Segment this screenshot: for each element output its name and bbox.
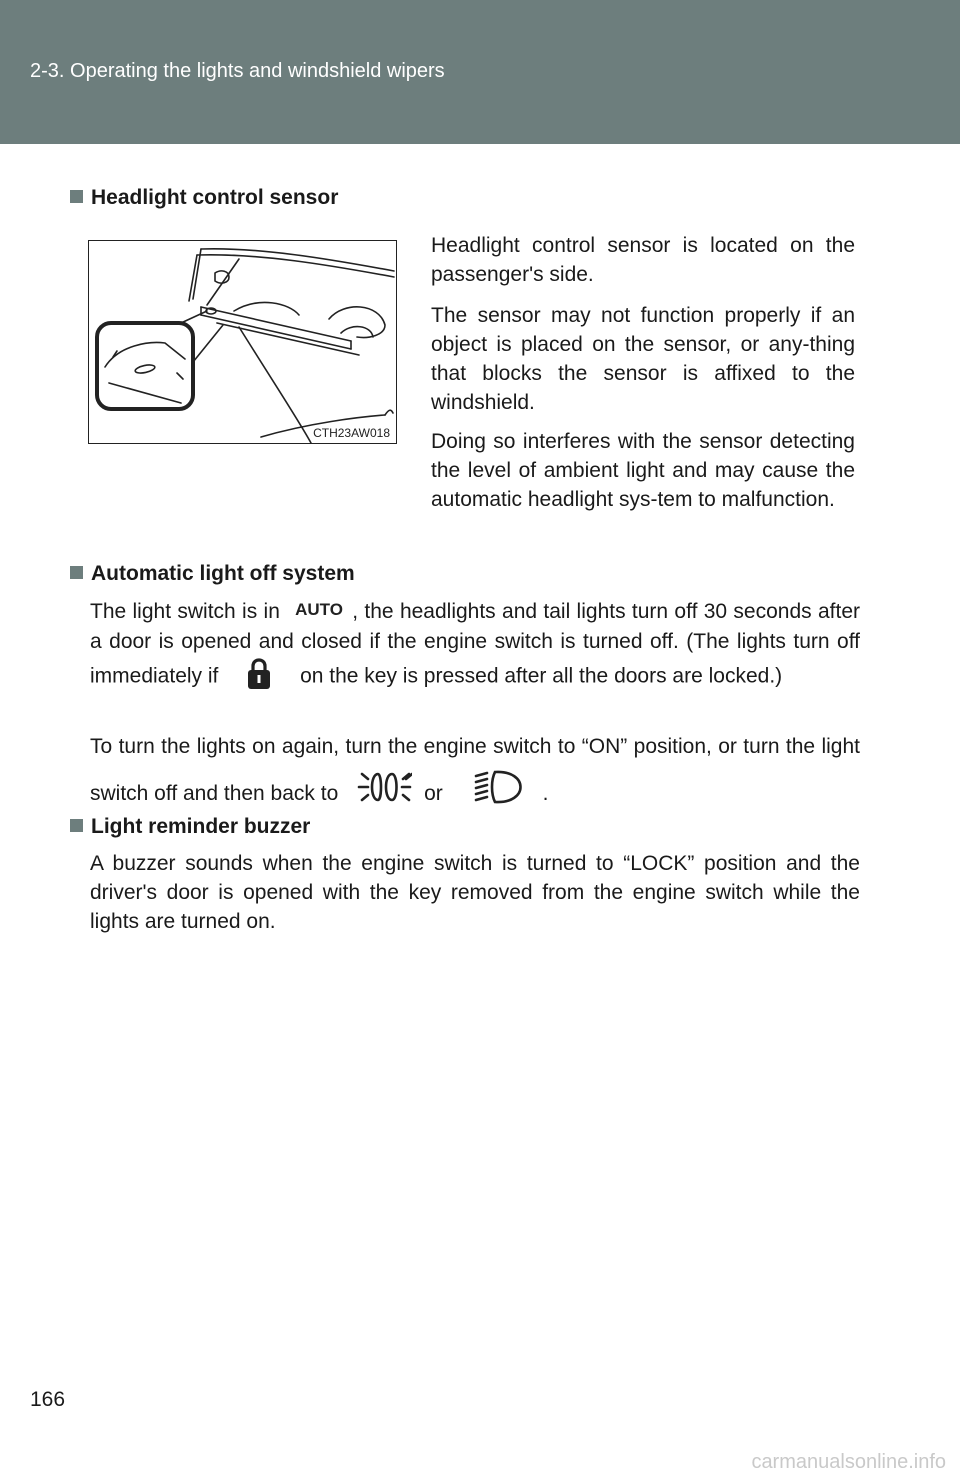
auto-off-paragraph-1 xyxy=(90,597,860,698)
sensor-paragraph-1: Headlight control sensor is located on the passenger's side. xyxy=(431,234,855,286)
auto-off-p2-end: . xyxy=(542,782,549,806)
sensor-paragraph-3: Doing so interferes with the sensor detecting the level of ambient light and may cause the automatic headlight sys-tem to malfunction. xyxy=(431,430,855,511)
low-beam-headlight-icon xyxy=(473,768,525,821)
headlight-beam-icon xyxy=(356,768,412,821)
auto-off-p1-c: on the key is pressed after all the doors are locked.) xyxy=(300,664,783,688)
section-heading-buzzer-text: Light reminder buzzer xyxy=(91,815,311,838)
auto-off-p1-a: The light switch is in xyxy=(90,600,280,623)
auto-off-p2-or: or xyxy=(424,782,443,806)
section-heading-buzzer xyxy=(70,815,310,839)
figure-code: CTH23AW018 xyxy=(313,426,390,440)
square-bullet-icon xyxy=(70,819,83,832)
auto-switch-icon xyxy=(286,598,352,627)
sensor-illustration xyxy=(88,240,397,444)
lock-icon xyxy=(246,656,272,698)
auto-switch-icon-label: AUTO xyxy=(295,599,344,619)
square-bullet-icon xyxy=(70,190,83,203)
sensor-paragraph-2: The sensor may not function properly if an object is placed on the sensor, or any-thing that blocks the sensor is affixed to the windshield. xyxy=(431,304,855,414)
windshield-sensor-drawing xyxy=(89,241,396,443)
section-heading-sensor xyxy=(70,186,338,210)
auto-off-p1-b: , the headlights and tail lights turn off 30 seconds after a door is opened and closed if the engine switch is turned off. (The lights turn off immediately if xyxy=(90,600,860,688)
section-heading-auto-off xyxy=(70,562,355,586)
buzzer-paragraph: A buzzer sounds when the engine switch is turned to “LOCK” position and the driver's door is opened with the key removed from the engine switch while the lights are turned on. xyxy=(90,852,860,933)
auto-off-paragraph-2 xyxy=(90,725,860,821)
section-heading-sensor-text: Headlight control sensor xyxy=(91,186,339,209)
section-heading-auto-off-text: Automatic light off system xyxy=(91,562,355,585)
auto-off-p2-a: To turn the lights on again, turn the engine switch to “ON” position, or turn the light switch off and then back to xyxy=(90,735,860,806)
page-number: 166 xyxy=(30,1388,66,1411)
page-header xyxy=(0,0,960,144)
square-bullet-icon xyxy=(70,566,83,579)
header-title: 2-3. Operating the lights and windshield wipers xyxy=(30,60,445,82)
watermark: carmanualsonline.info xyxy=(751,1451,946,1473)
